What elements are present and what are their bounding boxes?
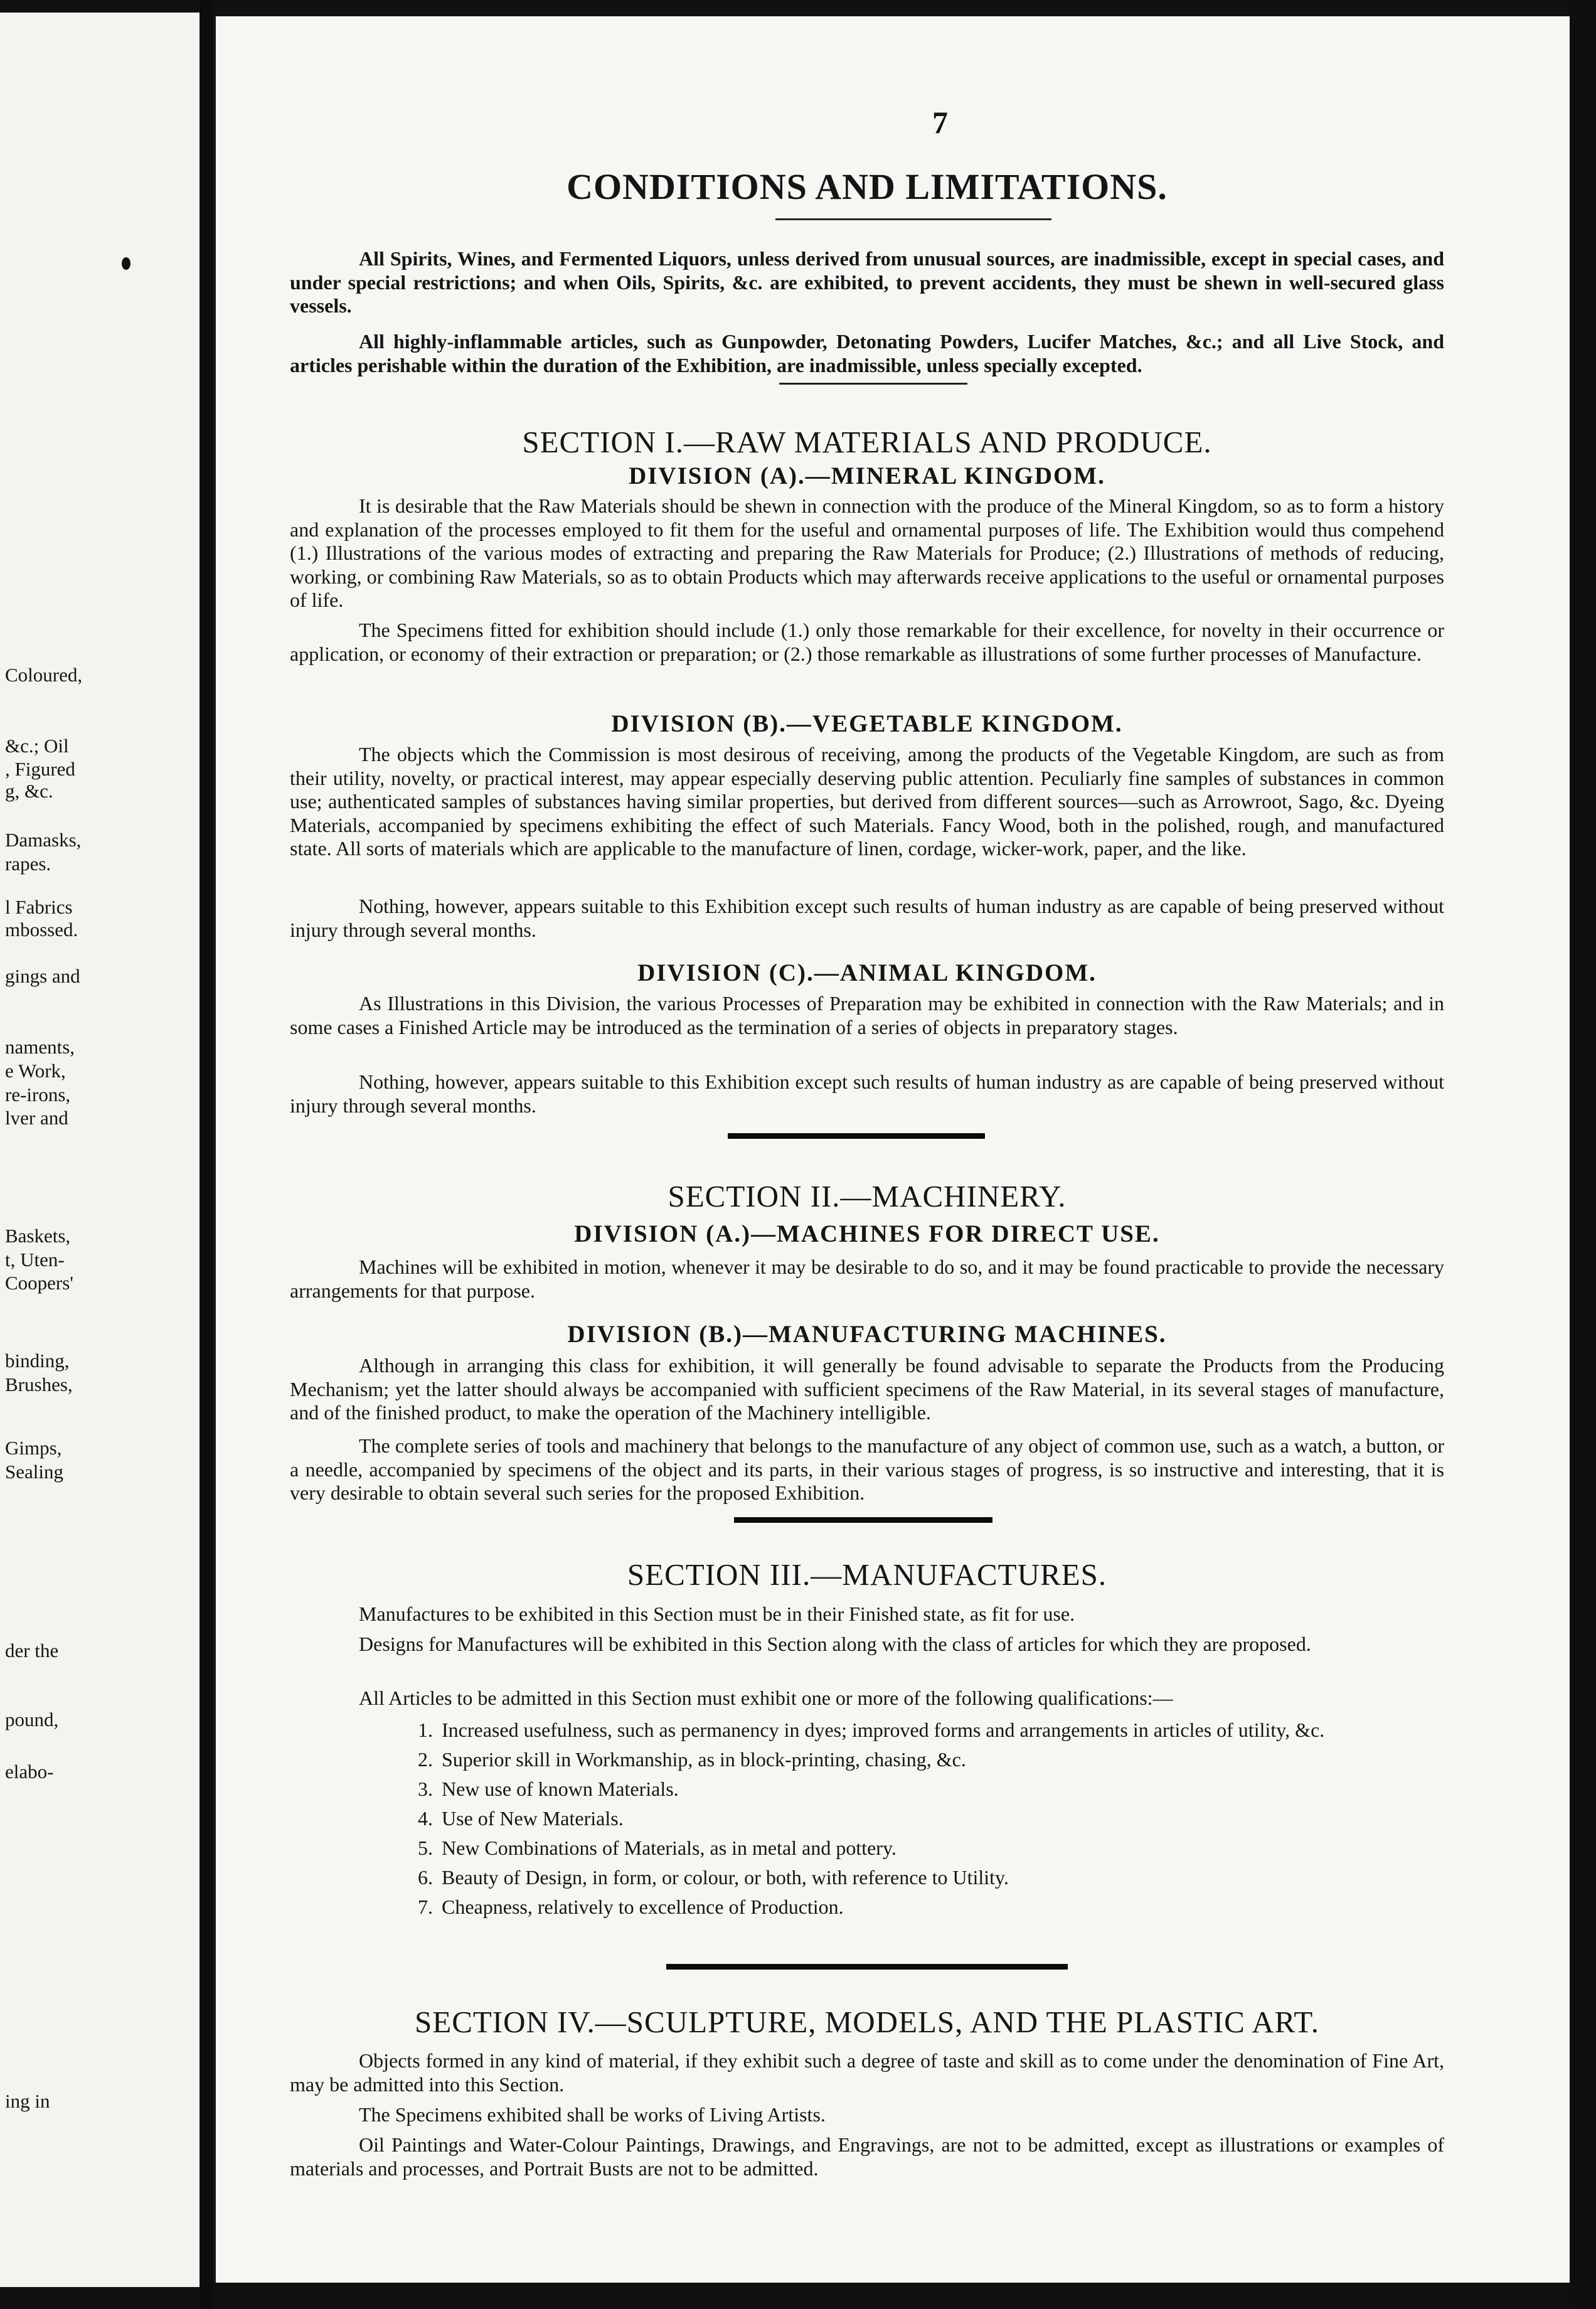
list-item: 2. Superior skill in Workmanship, as in block-printing, chasing, &c. — [438, 1745, 1481, 1774]
facing-page-fragment: Sealing — [5, 1461, 63, 1483]
ink-spot — [122, 257, 130, 270]
qualifications-list — [402, 1715, 1481, 1922]
division-2a-title: DIVISION (A.)—MACHINES FOR DIRECT USE. — [574, 1220, 1160, 1247]
title-rule — [775, 218, 1051, 220]
facing-page-fragment: &c.; Oil — [5, 735, 69, 757]
list-item: 7. Cheapness, relatively to excellence of Production. — [438, 1892, 1481, 1922]
condition-inflammable: All highly-inflammable articles, such as Gunpowder, Detonating Powders, Lucifer Matches, &c.; and all Live Stock, and articles perishable within the duration of the Exhibition, are inadmissible, unless specially excepted. — [290, 330, 1444, 376]
list-item: 3. New use of known Materials. — [438, 1774, 1481, 1804]
facing-page-fragment: elabo- — [5, 1761, 54, 1783]
facing-page-fragment: Gimps, — [5, 1437, 62, 1459]
section-3-paragraph-3: All Articles to be admitted in this Section must exhibit one or more of the following qualifications:— — [359, 1687, 1173, 1709]
section-4-paragraph-3: Oil Paintings and Water-Colour Paintings, Drawings, and Engravings, are not to be admitted, except as illustrations or examples of materials and processes, and Portrait Busts are not to be admitted. — [290, 2133, 1444, 2180]
facing-page-fragment: Coloured, — [5, 664, 83, 686]
condition-spirits: All Spirits, Wines, and Fermented Liquors, unless derived from unusual sources, are inadmissible, except in special cases, and under special restrictions; and when Oils, Spirits, &c. are exhibited, to prevent accidents, they must be shewn in well-secured glass vessels. — [290, 247, 1444, 317]
section-3-paragraph-1: Manufactures to be exhibited in this Section must be in their Finished state, as fit for use. — [359, 1602, 1075, 1625]
division-2a-paragraph-1: Machines will be exhibited in motion, whenever it may be desirable to do so, and it may be found practicable to provide the necessary arrangements for that purpose. — [290, 1256, 1444, 1302]
page-title: CONDITIONS AND LIMITATIONS. — [567, 166, 1168, 207]
facing-page — [0, 13, 200, 2287]
facing-page-fragment: pound, — [5, 1709, 59, 1730]
short-rule — [779, 383, 967, 385]
division-1c-paragraph-2: Nothing, however, appears suitable to this Exhibition except such results of human industry as are capable of being preserved without injury through several months. — [290, 1070, 1444, 1117]
facing-page-fragment: gings and — [5, 965, 80, 987]
division-2b-paragraph-2: The complete series of tools and machinery that belongs to the manufacture of any object of common use, such as a watch, a button, or a needle, accompanied by specimens of the object and its parts, in their various stages of progress, is so instructive and interesting, that it is very desirable to obtain several such series for the proposed Exhibition. — [290, 1434, 1444, 1504]
list-item: 5. New Combinations of Materials, as in metal and pottery. — [438, 1833, 1481, 1863]
division-1a-paragraph-1: It is desirable that the Raw Materials should be shewn in connection with the produce of the Mineral Kingdom, so as to form a history and explanation of the processes employed to fit them for the useful and ornamental purposes of life. The Exhibition would thus compehend (1.) Illustrations of the various modes of extracting and preparing the Raw Materials for Produce; (2.) Illustrations of methods of reducing, working, or combining Raw Materials, so as to obtain Products which may afterwards receive applications to the useful or ornamental purposes of life. — [290, 494, 1444, 611]
facing-page-fragment: re-irons, — [5, 1084, 71, 1106]
section-4-title: SECTION IV.—SCULPTURE, MODELS, AND THE PLASTIC ART. — [415, 2005, 1319, 2039]
division-2b-title: DIVISION (B.)—MANUFACTURING MACHINES. — [567, 1321, 1167, 1348]
section-2-title: SECTION II.—MACHINERY. — [668, 1179, 1067, 1213]
division-2b-paragraph-1: Although in arranging this class for exhibition, it will generally be found advisable to separate the Products from the Producing Mechanism; yet the latter should always be accompanied with sufficient specimens of the Raw Material, in its several stages of manufacture, and of the finished product, to make the operation of the Machinery intelligible. — [290, 1354, 1444, 1424]
list-item: 4. Use of New Materials. — [438, 1804, 1481, 1833]
book-gutter — [200, 0, 213, 2309]
facing-page-fragment: mbossed. — [5, 919, 78, 941]
facing-page-fragment: Baskets, — [5, 1225, 71, 1247]
facing-page-fragment: naments, — [5, 1036, 75, 1058]
list-item: 6. Beauty of Design, in form, or colour, or both, with reference to Utility. — [438, 1863, 1481, 1892]
facing-page-fragment: l Fabrics — [5, 896, 73, 918]
facing-page-fragment: rapes. — [5, 853, 51, 875]
division-1b-paragraph-2: Nothing, however, appears suitable to this Exhibition except such results of human industry as are capable of being preserved without injury through several months. — [290, 895, 1444, 941]
facing-page-fragment: , Figured — [5, 758, 75, 780]
division-1c-title: DIVISION (C).—ANIMAL KINGDOM. — [637, 959, 1097, 986]
facing-page-fragment: binding, — [5, 1350, 70, 1372]
facing-page-fragment: Brushes, — [5, 1373, 73, 1395]
facing-page-fragment: der the — [5, 1640, 59, 1661]
facing-page-fragment: e Work, — [5, 1060, 66, 1082]
facing-page-fragment: lver and — [5, 1107, 68, 1129]
facing-page-fragment: Coopers' — [5, 1272, 73, 1294]
section-divider — [666, 1964, 1068, 1970]
facing-page-fragment: Damasks, — [5, 829, 82, 851]
section-3-title: SECTION III.—MANUFACTURES. — [627, 1557, 1107, 1592]
section-divider — [728, 1133, 985, 1139]
document-page — [213, 16, 1570, 2283]
section-4-paragraph-2: The Specimens exhibited shall be works of Living Artists. — [359, 2103, 826, 2126]
section-divider — [734, 1517, 992, 1523]
page-number: 7 — [932, 105, 948, 140]
division-1a-paragraph-2: The Specimens fitted for exhibition should include (1.) only those remarkable for their excellence, for novelty in their occurrence or application, or economy of their extraction or preparation; or (2.) those remarkable as illustrations of some further processes of Manufacture. — [290, 619, 1444, 665]
section-3-paragraph-2: Designs for Manufactures will be exhibited in this Section along with the class of articles for which they are proposed. — [359, 1633, 1311, 1655]
division-1a-title: DIVISION (A).—MINERAL KINGDOM. — [629, 462, 1105, 489]
list-item: 1. Increased usefulness, such as permanency in dyes; improved forms and arrangements in articles of utility, &c. — [438, 1715, 1481, 1745]
section-1-title: SECTION I.—RAW MATERIALS AND PRODUCE. — [522, 425, 1212, 459]
facing-page-fragment: t, Uten- — [5, 1249, 65, 1271]
facing-page-fragment: ing in — [5, 2090, 50, 2112]
scan-border — [1570, 0, 1596, 2309]
section-4-paragraph-1: Objects formed in any kind of material, if they exhibit such a degree of taste and skill as to come under the denomination of Fine Art, may be admitted into this Section. — [290, 2049, 1444, 2096]
division-1b-paragraph-1: The objects which the Commission is most desirous of receiving, among the products of the Vegetable Kingdom, are such as from their utility, novelty, or practical interest, may appear especially deserving public attention. Peculiarly fine samples of substances in common use; authenticated samples of substances having similar properties, but derived from different sources—such as Arrowroot, Sago, &c. Dyeing Materials, accompanied by specimens exhibiting the effect of such Materials. Fancy Wood, both in the polished, rough, and manufactured state. All sorts of materials which are applicable to the manufacture of linen, cordage, wicker-work, paper, and the like. — [290, 743, 1444, 860]
division-1b-title: DIVISION (B).—VEGETABLE KINGDOM. — [611, 710, 1123, 737]
division-1c-paragraph-1: As Illustrations in this Division, the various Processes of Preparation may be exhibited in connection with the Raw Materials; and in some cases a Finished Article may be introduced as the termination of a series of objects in preparatory stages. — [290, 992, 1444, 1038]
facing-page-fragment: g, &c. — [5, 780, 53, 802]
